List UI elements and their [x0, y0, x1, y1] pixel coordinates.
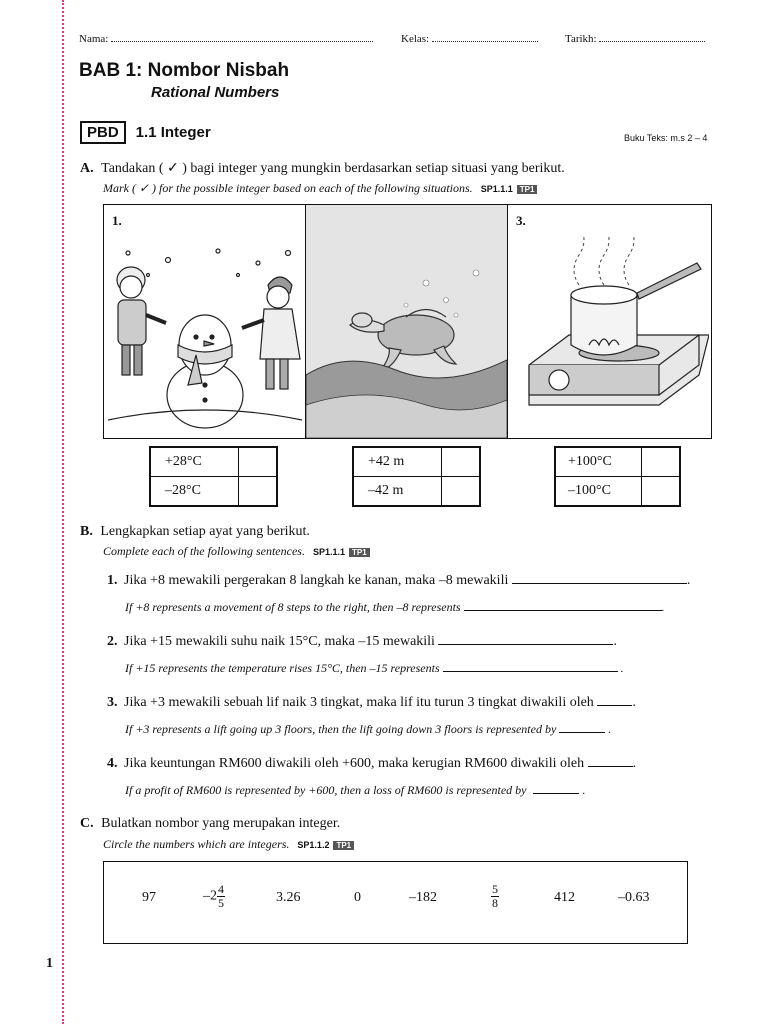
partB-q2-answer-blank-en[interactable]	[443, 659, 618, 672]
class-blank[interactable]	[432, 32, 538, 42]
mixed-fraction-denominator: 5	[218, 896, 224, 910]
item-3-option-negative: –100°C	[556, 477, 642, 506]
partB-q2-text-en: If +15 represents the temperature rises 15°C, then –15 represents	[125, 661, 440, 675]
mixed-fraction-numerator: 4	[218, 882, 224, 896]
partA-tp-badge: TP1	[517, 185, 538, 194]
sea-turtle-illustration	[306, 205, 507, 438]
section-header	[80, 124, 211, 142]
item-1-tick-box-negative[interactable]	[239, 477, 277, 506]
page-number: 1	[46, 956, 53, 971]
partB-q4-text-en: If a profit of RM600 is represented by +600, then a loss of RM600 is represented by	[125, 783, 527, 797]
partA-text-en: Mark ( ✓ ) for the possible integer based on each of the following situations.	[103, 181, 473, 195]
partB-instruction-en	[103, 542, 370, 560]
item-3-options	[554, 446, 681, 507]
partB-question-3-en: If +3 represents a lift going up 3 floors, then the lift going down 3 floors is represented by .	[125, 722, 612, 736]
partB-question-4-ms: 4. Jika keuntungan RM600 diwakili oleh +600, maka kerugian RM600 diwakili oleh .	[107, 756, 637, 771]
item-1-options	[149, 446, 278, 507]
partB-q3-number: 3.	[107, 695, 118, 710]
partB-q4-answer-blank-en[interactable]	[533, 781, 579, 794]
partB-text-ms: Lengkapkan setiap ayat yang berikut.	[100, 524, 310, 539]
boiling-pot-illustration	[509, 235, 709, 435]
partC-number-minus-182[interactable]: –182	[409, 890, 437, 905]
partB-q1-answer-blank[interactable]	[512, 571, 687, 584]
partB-q1-text-ms: Jika +8 mewakili pergerakan 8 langkah ke kanan, maka –8 mewakili	[124, 573, 509, 588]
partC-sp-tag: SP1.1.2	[297, 840, 330, 850]
partC-number-fraction[interactable]	[491, 883, 499, 910]
partB-q2-answer-blank[interactable]	[438, 632, 613, 645]
partB-q3-text-en: If +3 represents a lift going up 3 floors, then the lift going down 3 floors is represented by	[125, 722, 557, 736]
partB-letter: B.	[80, 524, 93, 539]
item-2-options	[352, 446, 481, 507]
page-margin-line	[62, 0, 64, 1024]
partC-number-412[interactable]: 412	[554, 890, 575, 905]
partB-question-3-ms: 3. Jika +3 mewakili sebuah lif naik 3 tingkat, maka lif itu turun 3 tingkat diwakili oleh .	[107, 695, 636, 710]
date-blank[interactable]	[599, 32, 705, 42]
partB-q4-number: 4.	[107, 756, 118, 771]
item-3-number: 3.	[516, 213, 526, 228]
item-2-tick-box-positive[interactable]	[442, 448, 480, 477]
partB-q1-answer-blank-en[interactable]	[464, 598, 662, 611]
partA-text-ms: Tandakan ( ✓ ) bagi integer yang mungkin berdasarkan setiap situasi yang berikut.	[101, 161, 565, 176]
partC-number-97[interactable]: 97	[142, 890, 156, 905]
partB-question-4-en: If a profit of RM600 is represented by +600, then a loss of RM600 is represented by .	[125, 783, 586, 797]
partC-number-mixed-fraction[interactable]	[203, 883, 225, 910]
partB-question-2-en: If +15 represents the temperature rises 15°C, then –15 represents .	[125, 661, 624, 675]
partA-instruction-ms	[80, 160, 565, 177]
partC-number-minus-0-63[interactable]: –0.63	[618, 890, 650, 905]
item-1-tick-box-positive[interactable]	[239, 448, 277, 477]
mixed-fraction-whole: –2	[203, 888, 217, 904]
partA-sp-tag: SP1.1.1	[480, 184, 513, 194]
item-3-tick-box-negative[interactable]	[642, 477, 680, 506]
partC-tp-badge: TP1	[333, 841, 354, 850]
partC-number-0[interactable]: 0	[354, 890, 361, 905]
chapter-title: BAB 1: Nombor Nisbah	[79, 60, 290, 81]
partC-number-box	[103, 861, 688, 944]
mixed-fraction-part	[217, 883, 225, 910]
partB-sp-tag: SP1.1.1	[312, 547, 345, 557]
fraction-denominator: 8	[492, 896, 498, 910]
partC-text-ms: Bulatkan nombor yang merupakan integer.	[101, 816, 341, 831]
textbook-reference: Buku Teks: m.s 2 – 4	[624, 133, 708, 143]
partB-instruction-ms	[80, 524, 310, 540]
name-field[interactable]	[79, 32, 373, 45]
partB-q4-answer-blank[interactable]	[588, 754, 633, 767]
name-label: Nama:	[79, 33, 109, 45]
fraction-numerator: 5	[492, 882, 498, 896]
class-field[interactable]	[401, 32, 538, 45]
partB-q2-number: 2.	[107, 634, 118, 649]
partB-tp-badge: TP1	[349, 548, 370, 557]
partB-question-1-en: If +8 represents a movement of 8 steps to the right, then –8 represents .	[125, 600, 665, 614]
partC-number-3-26[interactable]: 3.26	[276, 890, 301, 905]
fraction-part	[491, 883, 499, 910]
partA-instruction-en	[103, 179, 537, 197]
partB-q1-number: 1.	[107, 573, 118, 588]
partB-question-2-ms: 2. Jika +15 mewakili suhu naik 15°C, maka –15 mewakili .	[107, 634, 617, 649]
partC-instruction-en	[103, 835, 354, 853]
section-title: 1.1 Integer	[135, 124, 211, 141]
partC-letter: C.	[80, 816, 94, 831]
item-1-option-negative: –28°C	[151, 477, 239, 506]
partB-q3-text-ms: Jika +3 mewakili sebuah lif naik 3 tingkat, maka lif itu turun 3 tingkat diwakili oleh	[124, 695, 594, 710]
partB-q3-answer-blank[interactable]	[597, 693, 632, 706]
item-1-number: 1.	[112, 213, 122, 228]
name-blank[interactable]	[111, 32, 373, 42]
chapter-subtitle: Rational Numbers	[151, 84, 280, 101]
item-2-option-negative: –42 m	[354, 477, 442, 506]
partB-q2-text-ms: Jika +15 mewakili suhu naik 15°C, maka –15 mewakili	[124, 634, 435, 649]
partC-instruction-ms	[80, 816, 340, 832]
item-1-option-positive: +28°C	[151, 448, 239, 477]
item-3-option-positive: +100°C	[556, 448, 642, 477]
partB-question-1-ms: 1. Jika +8 mewakili pergerakan 8 langkah ke kanan, maka –8 mewakili .	[107, 573, 691, 588]
item-2-tick-box-negative[interactable]	[442, 477, 480, 506]
date-label: Tarikh:	[565, 33, 597, 45]
partA-letter: A.	[80, 161, 94, 176]
partB-q1-text-en: If +8 represents a movement of 8 steps to the right, then –8 represents	[125, 600, 461, 614]
date-field[interactable]	[565, 32, 705, 45]
partB-text-en: Complete each of the following sentences.	[103, 544, 305, 558]
partB-q3-answer-blank-en[interactable]	[559, 720, 605, 733]
item-2-option-positive: +42 m	[354, 448, 442, 477]
partB-q4-text-ms: Jika keuntungan RM600 diwakili oleh +600, maka kerugian RM600 diwakili oleh	[124, 756, 585, 771]
situation-images	[103, 204, 712, 439]
partC-text-en: Circle the numbers which are integers.	[103, 837, 290, 851]
item-3-tick-box-positive[interactable]	[642, 448, 680, 477]
snowman-children-illustration	[108, 245, 302, 435]
pbd-badge: PBD	[80, 121, 126, 144]
class-label: Kelas:	[401, 33, 430, 45]
